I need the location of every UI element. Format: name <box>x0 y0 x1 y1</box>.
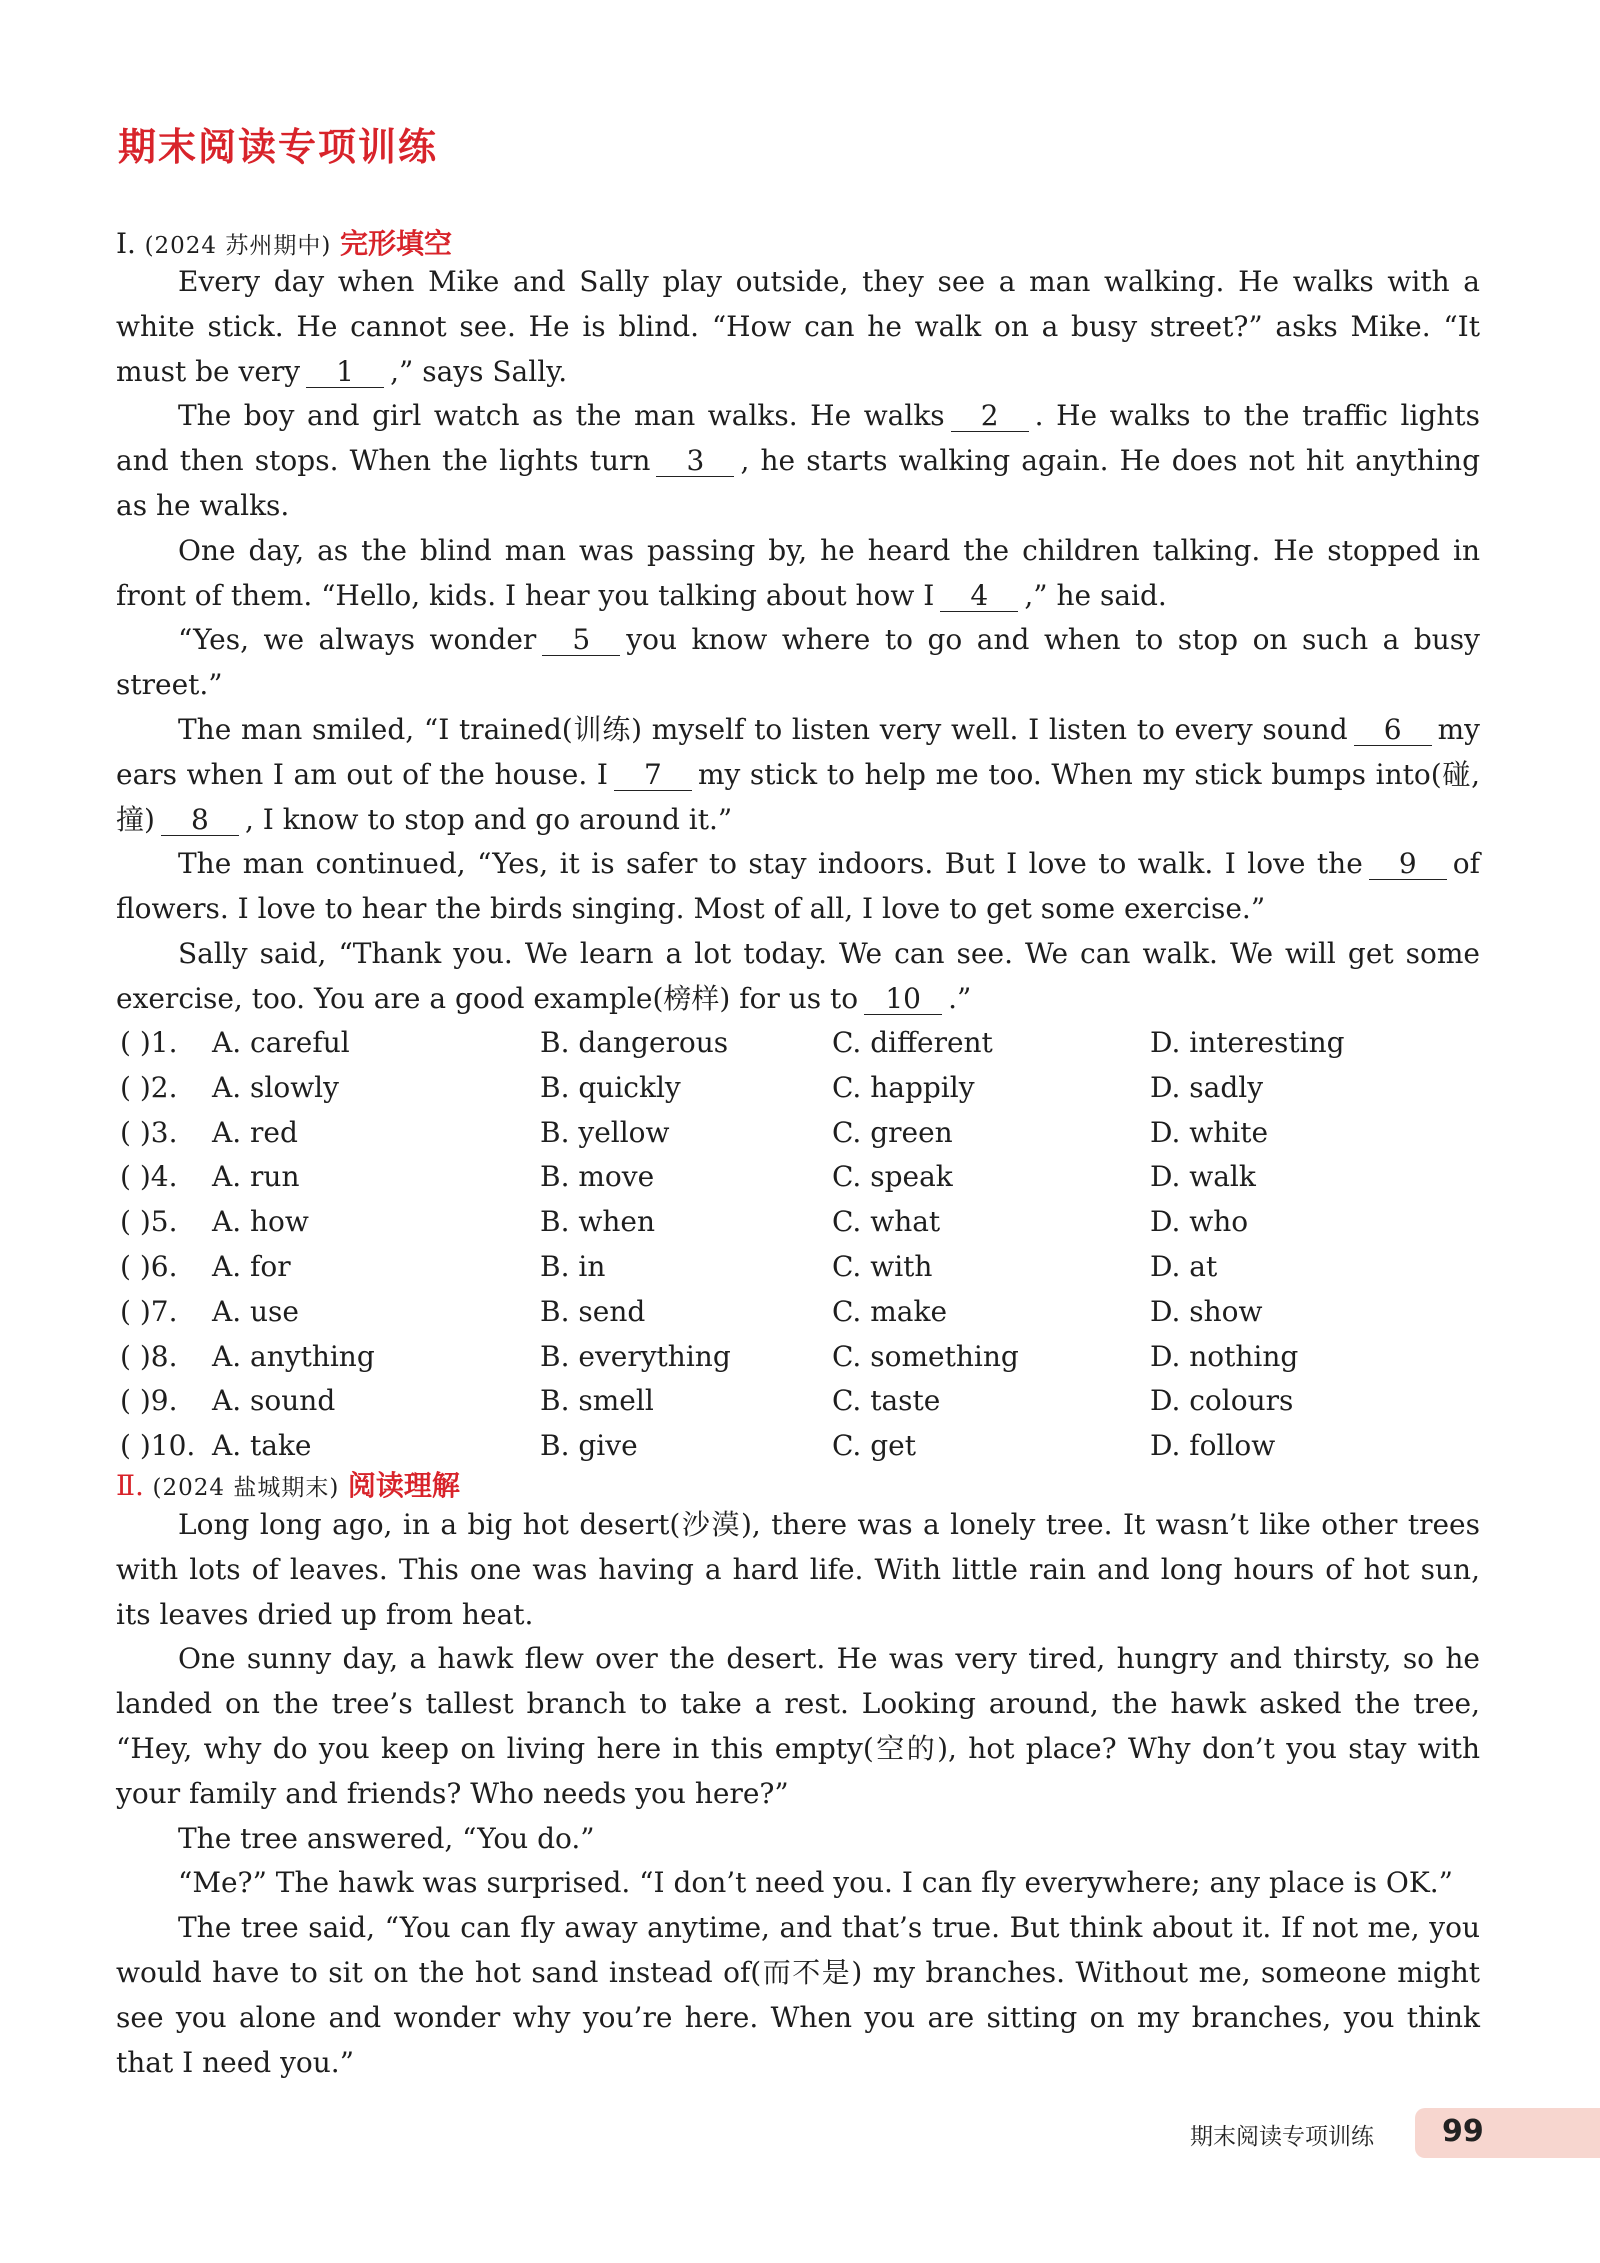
blank-5[interactable]: 5 <box>542 625 620 656</box>
cloze-paragraph <box>116 618 1480 708</box>
question-number[interactable]: ( )8. <box>120 1339 178 1373</box>
blank-10[interactable]: 10 <box>864 984 942 1015</box>
question-row <box>116 1424 1406 1469</box>
cloze-paragraph <box>116 529 1480 619</box>
blank-6[interactable]: 6 <box>1354 715 1432 746</box>
option-b: B. dangerous <box>540 1026 729 1059</box>
question-number[interactable]: ( )5. <box>120 1205 178 1239</box>
paragraph-text: of flowers. I love to hear the birds singing. Most of all, I love to get some exercise.” <box>116 847 1480 926</box>
blank-1[interactable]: 1 <box>306 357 384 388</box>
paragraph-text: The boy and girl watch as the man walks. He walks <box>178 399 945 433</box>
option-a: A. anything <box>212 1339 375 1373</box>
question-number[interactable]: ( )9. <box>120 1384 178 1418</box>
reading-passage <box>116 1503 1480 2085</box>
blank-3[interactable]: 3 <box>656 446 734 477</box>
question-number[interactable]: ( )6. <box>120 1249 178 1283</box>
option-b: B. smell <box>540 1384 654 1418</box>
question-row <box>116 1021 1406 1066</box>
question-row <box>116 1200 1406 1245</box>
blank-9[interactable]: 9 <box>1369 849 1447 880</box>
option-d: D. colours <box>1150 1384 1294 1418</box>
section-1-label: 完形填空 <box>339 227 452 260</box>
paragraph-text: One day, as the blind man was passing by, he heard the children talking. He stopped in front of them. “Hello, kids. I hear you talking about how I <box>116 533 1480 612</box>
option-b: B. quickly <box>540 1070 681 1104</box>
section-1-heading <box>116 222 452 262</box>
option-c: C. different <box>832 1026 993 1059</box>
option-c: C. green <box>832 1115 953 1149</box>
paragraph-text: “Yes, we always wonder <box>178 623 537 657</box>
question-number[interactable]: ( )10. <box>120 1429 196 1463</box>
option-d: D. walk <box>1150 1160 1256 1194</box>
section-1-number: Ⅰ. <box>116 227 136 260</box>
option-b: B. in <box>540 1249 606 1283</box>
paragraph-text: The man smiled, “I trained(训练) myself to listen very well. I listen to every sound <box>178 712 1348 746</box>
paragraph-text: .” <box>948 981 972 1015</box>
reading-paragraph: The tree said, “You can fly away anytime, and that’s true. But think about it. If not me, you would have to sit on the hot sand instead of(而不是) my branches. Without me, someone might see you alone and wonder why you’re here. When you are sitting on my branches, you think that I need you.” <box>116 1911 1480 2079</box>
paragraph-text: , he starts walking again. He does not hit anything as he walks. <box>116 444 1480 522</box>
option-d: D. white <box>1150 1115 1269 1149</box>
option-c: C. happily <box>832 1070 975 1104</box>
option-a: A. take <box>212 1429 312 1463</box>
section-2-label: 阅读理解 <box>347 1469 460 1502</box>
option-c: C. make <box>832 1294 948 1328</box>
option-c: C. something <box>832 1339 1019 1373</box>
option-b: B. everything <box>540 1339 731 1373</box>
cloze-paragraph <box>116 842 1480 932</box>
question-row <box>116 1335 1406 1380</box>
option-a: A. careful <box>212 1026 350 1059</box>
paragraph-text: ,” says Sally. <box>390 354 568 388</box>
option-d: D. show <box>1150 1294 1263 1328</box>
section-2-number: Ⅱ. <box>116 1469 144 1502</box>
question-row <box>116 1111 1406 1156</box>
paragraph-text: . He walks to the traffic lights and then stops. When the lights turn <box>116 399 1480 478</box>
option-c: C. get <box>832 1429 916 1463</box>
option-c: C. taste <box>832 1384 941 1418</box>
section-2-heading <box>116 1464 460 1504</box>
question-number[interactable]: ( )7. <box>120 1294 178 1328</box>
question-row <box>116 1155 1406 1200</box>
option-b: B. send <box>540 1294 646 1328</box>
paragraph-text: Every day when Mike and Sally play outside, they see a man walking. He walks with a white stick. He cannot see. He is blind. “How can he walk on a busy street?” asks Mike. “It must be very <box>116 265 1480 388</box>
question-row <box>116 1379 1406 1424</box>
cloze-passage <box>116 260 1480 1022</box>
question-row <box>116 1245 1406 1290</box>
question-number[interactable]: ( )2. <box>120 1070 178 1104</box>
question-number[interactable]: ( )4. <box>120 1160 178 1194</box>
option-c: C. with <box>832 1249 933 1283</box>
option-c: C. speak <box>832 1160 953 1194</box>
option-c: C. what <box>832 1205 941 1239</box>
paragraph-text: you know where to go and when to stop on such a busy street.” <box>116 623 1480 702</box>
option-b: B. move <box>540 1160 655 1194</box>
option-a: A. slowly <box>212 1070 339 1104</box>
question-number[interactable]: ( )1. <box>120 1026 178 1059</box>
option-a: A. use <box>212 1294 299 1328</box>
option-d: D. nothing <box>1150 1339 1299 1373</box>
reading-paragraph: Long long ago, in a big hot desert(沙漠), there was a lonely tree. It wasn’t like other trees with lots of leaves. This one was having a hard life. With little rain and long hours of hot sun, its leaves dried up from heat. <box>116 1508 1480 1631</box>
option-b: B. when <box>540 1205 655 1239</box>
option-d: D. interesting <box>1150 1026 1345 1059</box>
question-row <box>116 1066 1406 1111</box>
section-1-source: (2024 苏州期中) <box>144 233 332 259</box>
blank-4[interactable]: 4 <box>940 581 1018 612</box>
cloze-paragraph <box>116 708 1480 842</box>
question-row <box>116 1290 1406 1335</box>
cloze-options <box>116 1021 1406 1469</box>
blank-7[interactable]: 7 <box>614 760 692 791</box>
option-a: A. run <box>212 1160 300 1194</box>
blank-2[interactable]: 2 <box>951 401 1029 432</box>
reading-paragraph: One sunny day, a hawk flew over the desert. He was very tired, hungry and thirsty, so he landed on the tree’s tallest branch to take a rest. Looking around, the hawk asked the tree, “Hey, why do you keep on living here in this empty(空的), hot place? Why don’t you stay with your family and friends? Who needs you here?” <box>116 1642 1480 1810</box>
paragraph-text: , I know to stop and go around it.” <box>244 802 733 836</box>
reading-paragraph: The tree answered, “You do.” <box>178 1821 595 1855</box>
question-number[interactable]: ( )3. <box>120 1115 178 1149</box>
footer-title: 期末阅读专项训练 <box>1190 2124 1374 2150</box>
section-2-source: (2024 盐城期末) <box>152 1475 340 1501</box>
paragraph-text: The man continued, “Yes, it is safer to stay indoors. But I love to walk. I love the <box>178 847 1363 881</box>
option-b: B. yellow <box>540 1115 670 1149</box>
option-d: D. at <box>1150 1249 1218 1283</box>
option-d: D. sadly <box>1150 1070 1264 1104</box>
cloze-paragraph <box>116 260 1480 394</box>
blank-8[interactable]: 8 <box>161 805 239 836</box>
page-title: 期末阅读专项训练 <box>118 125 439 169</box>
option-d: D. who <box>1150 1205 1249 1239</box>
option-b: B. give <box>540 1429 638 1463</box>
cloze-paragraph <box>116 394 1480 528</box>
paragraph-text: ,” he said. <box>1024 578 1167 612</box>
paragraph-text: Sally said, “Thank you. We learn a lot today. We can see. We can walk. We will get some exercise, too. You are a good example(榜样) for us to <box>116 936 1480 1015</box>
option-a: A. sound <box>212 1384 336 1418</box>
option-a: A. red <box>212 1115 298 1149</box>
option-d: D. follow <box>1150 1429 1276 1463</box>
cloze-paragraph <box>116 932 1480 1022</box>
option-a: A. for <box>212 1249 291 1283</box>
option-a: A. how <box>212 1205 309 1239</box>
page-number: 99 <box>1442 2114 1484 2149</box>
paragraph-text: my stick to help me too. When my stick bumps into(碰, 撞) <box>116 757 1480 836</box>
paragraph-text: my ears when I am out of the house. I <box>116 712 1480 791</box>
reading-paragraph: “Me?” The hawk was surprised. “I don’t need you. I can fly everywhere; any place is OK.” <box>178 1866 1453 1900</box>
